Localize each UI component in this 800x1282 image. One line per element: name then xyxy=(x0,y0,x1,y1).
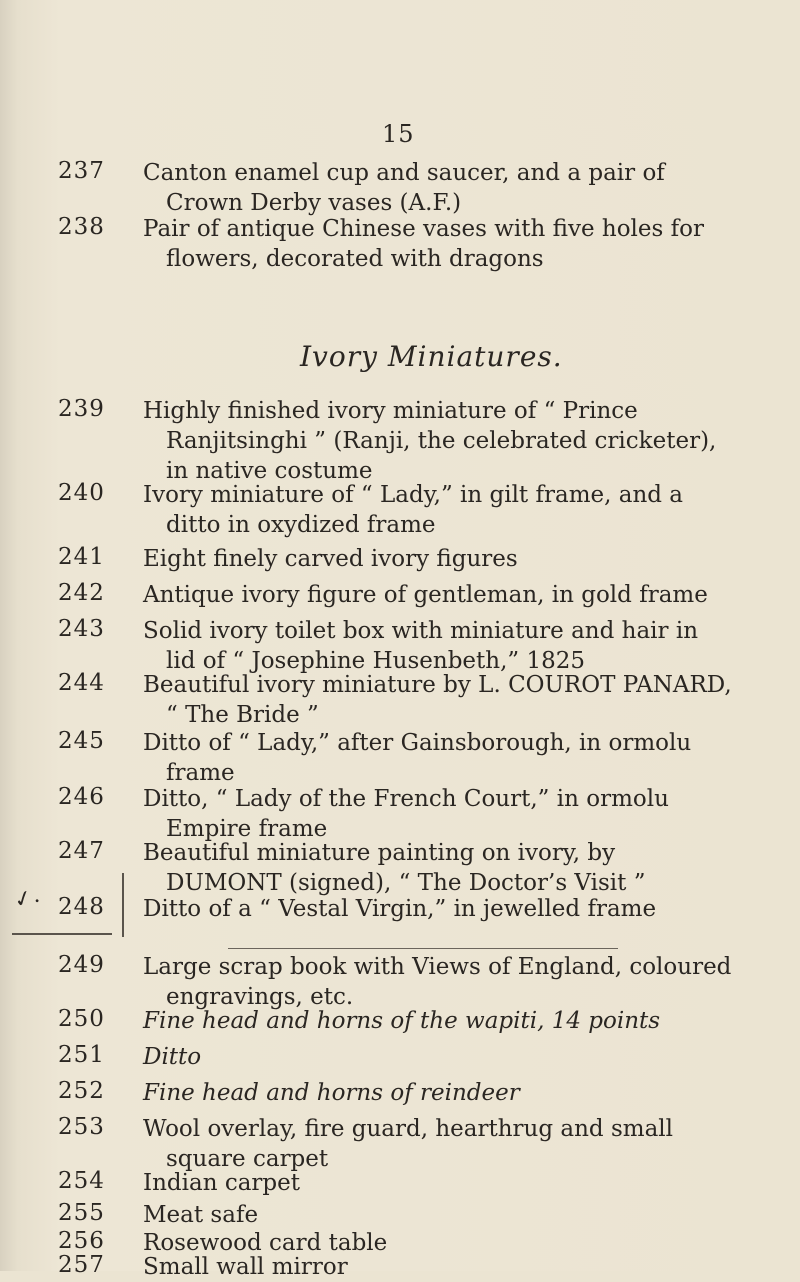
lot-description-line: Small wall mirror xyxy=(143,1254,348,1280)
lot-description-line: Empire frame xyxy=(166,816,328,842)
lot-description-line: Rosewood card table xyxy=(143,1230,388,1256)
lot-number: 244 xyxy=(58,670,105,696)
lot-description xyxy=(143,1114,783,1174)
lot-description-line: Ditto of a “ Vestal Virgin,” in jewelled frame xyxy=(143,896,657,922)
lot-number: 246 xyxy=(58,784,105,810)
lot-description xyxy=(143,1252,783,1282)
lot-description-line: flowers, decorated with dragons xyxy=(166,246,544,272)
lot-number: 251 xyxy=(58,1042,105,1068)
lot-description xyxy=(143,1200,783,1230)
lot-description-line: Highly finished ivory miniature of “ Prince xyxy=(143,398,638,424)
lot-description xyxy=(143,838,783,898)
lot-description xyxy=(143,580,783,610)
lot-number: 238 xyxy=(58,214,105,240)
lot-description xyxy=(143,952,783,1012)
lot-description-line: Antique ivory figure of gentleman, in gold frame xyxy=(143,582,708,608)
lot-number: 250 xyxy=(58,1006,105,1032)
lot-description-line: Fine head and horns of reindeer xyxy=(143,1080,520,1106)
lot-number: 254 xyxy=(58,1168,105,1194)
lot-number: 253 xyxy=(58,1114,105,1140)
lot-description-line: Ivory miniature of “ Lady,” in gilt frame, and a xyxy=(143,482,684,508)
lot-number: 237 xyxy=(58,158,105,184)
lot-description-line: Wool overlay, fire guard, hearthrug and small xyxy=(143,1116,673,1142)
lot-description xyxy=(143,1006,783,1036)
lot-description-line: Solid ivory toilet box with miniature and hair in xyxy=(143,618,699,644)
lot-description-line: in native costume xyxy=(166,458,373,484)
lot-number: 257 xyxy=(58,1252,105,1278)
lot-description xyxy=(143,670,783,730)
lot-description xyxy=(143,894,783,924)
lot-number: 245 xyxy=(58,728,105,754)
lot-description xyxy=(143,1042,783,1072)
page-number: 15 xyxy=(382,120,415,148)
lot-number: 248 xyxy=(58,894,105,920)
lot-description-line: Eight finely carved ivory figures xyxy=(143,546,518,572)
lot-description xyxy=(143,1168,783,1198)
lot-description-line: Beautiful ivory miniature by L. COUROT PANARD, xyxy=(143,672,732,698)
annotation-tick-mark: ✓. xyxy=(10,882,43,915)
lot-description-line: Canton enamel cup and saucer, and a pair of xyxy=(143,160,665,186)
lot-description-line: lid of “ Josephine Husenbeth,” 1825 xyxy=(166,648,585,674)
lot-description xyxy=(143,214,783,274)
lot-description-line: Pair of antique Chinese vases with five holes for xyxy=(143,216,704,242)
lot-description xyxy=(143,1078,783,1108)
annotation-underline xyxy=(12,933,112,935)
lot-description-line: Large scrap book with Views of England, coloured xyxy=(143,954,732,980)
lot-description xyxy=(143,544,783,574)
lot-description-line: Fine head and horns of the wapiti, 14 points xyxy=(143,1008,661,1034)
lot-description-line: DUMONT (signed), “ The Doctor’s Visit ” xyxy=(166,870,646,896)
lot-number: 252 xyxy=(58,1078,105,1104)
lot-number: 243 xyxy=(58,616,105,642)
lot-number: 240 xyxy=(58,480,105,506)
lot-description-line: Ditto xyxy=(143,1044,202,1070)
lot-description-line: frame xyxy=(166,760,235,786)
lot-number: 255 xyxy=(58,1200,105,1226)
lot-description-line: Ranjitsinghi ” (Ranji, the celebrated cricketer), xyxy=(166,428,717,454)
lot-description-line: Indian carpet xyxy=(143,1170,300,1196)
lot-description-line: Meat safe xyxy=(143,1202,259,1228)
section-divider xyxy=(228,948,618,949)
lot-description xyxy=(143,784,783,844)
lot-description-line: Ditto, “ Lady of the French Court,” in ormolu xyxy=(143,786,669,812)
section-heading: Ivory Miniatures. xyxy=(300,340,563,373)
lot-description-line: Ditto of “ Lady,” after Gainsborough, in ormolu xyxy=(143,730,692,756)
lot-description xyxy=(143,480,783,540)
lot-number: 241 xyxy=(58,544,105,570)
lot-description xyxy=(143,158,783,218)
lot-description-line: Beautiful miniature painting on ivory, by xyxy=(143,840,616,866)
lot-number: 247 xyxy=(58,838,105,864)
lot-description-line: square carpet xyxy=(166,1146,329,1172)
lot-description-line: ditto in oxydized frame xyxy=(166,512,436,538)
lot-description xyxy=(143,728,783,788)
lot-description xyxy=(143,396,783,486)
lot-description-line: “ The Bride ” xyxy=(166,702,319,728)
lot-number: 256 xyxy=(58,1228,105,1254)
lot-description-line: Crown Derby vases (A.F.) xyxy=(166,190,462,216)
lot-number: 239 xyxy=(58,396,105,422)
lot-number: 249 xyxy=(58,952,105,978)
lot-description xyxy=(143,616,783,676)
lot-description-line: engravings, etc. xyxy=(166,984,354,1010)
lot-number: 242 xyxy=(58,580,105,606)
